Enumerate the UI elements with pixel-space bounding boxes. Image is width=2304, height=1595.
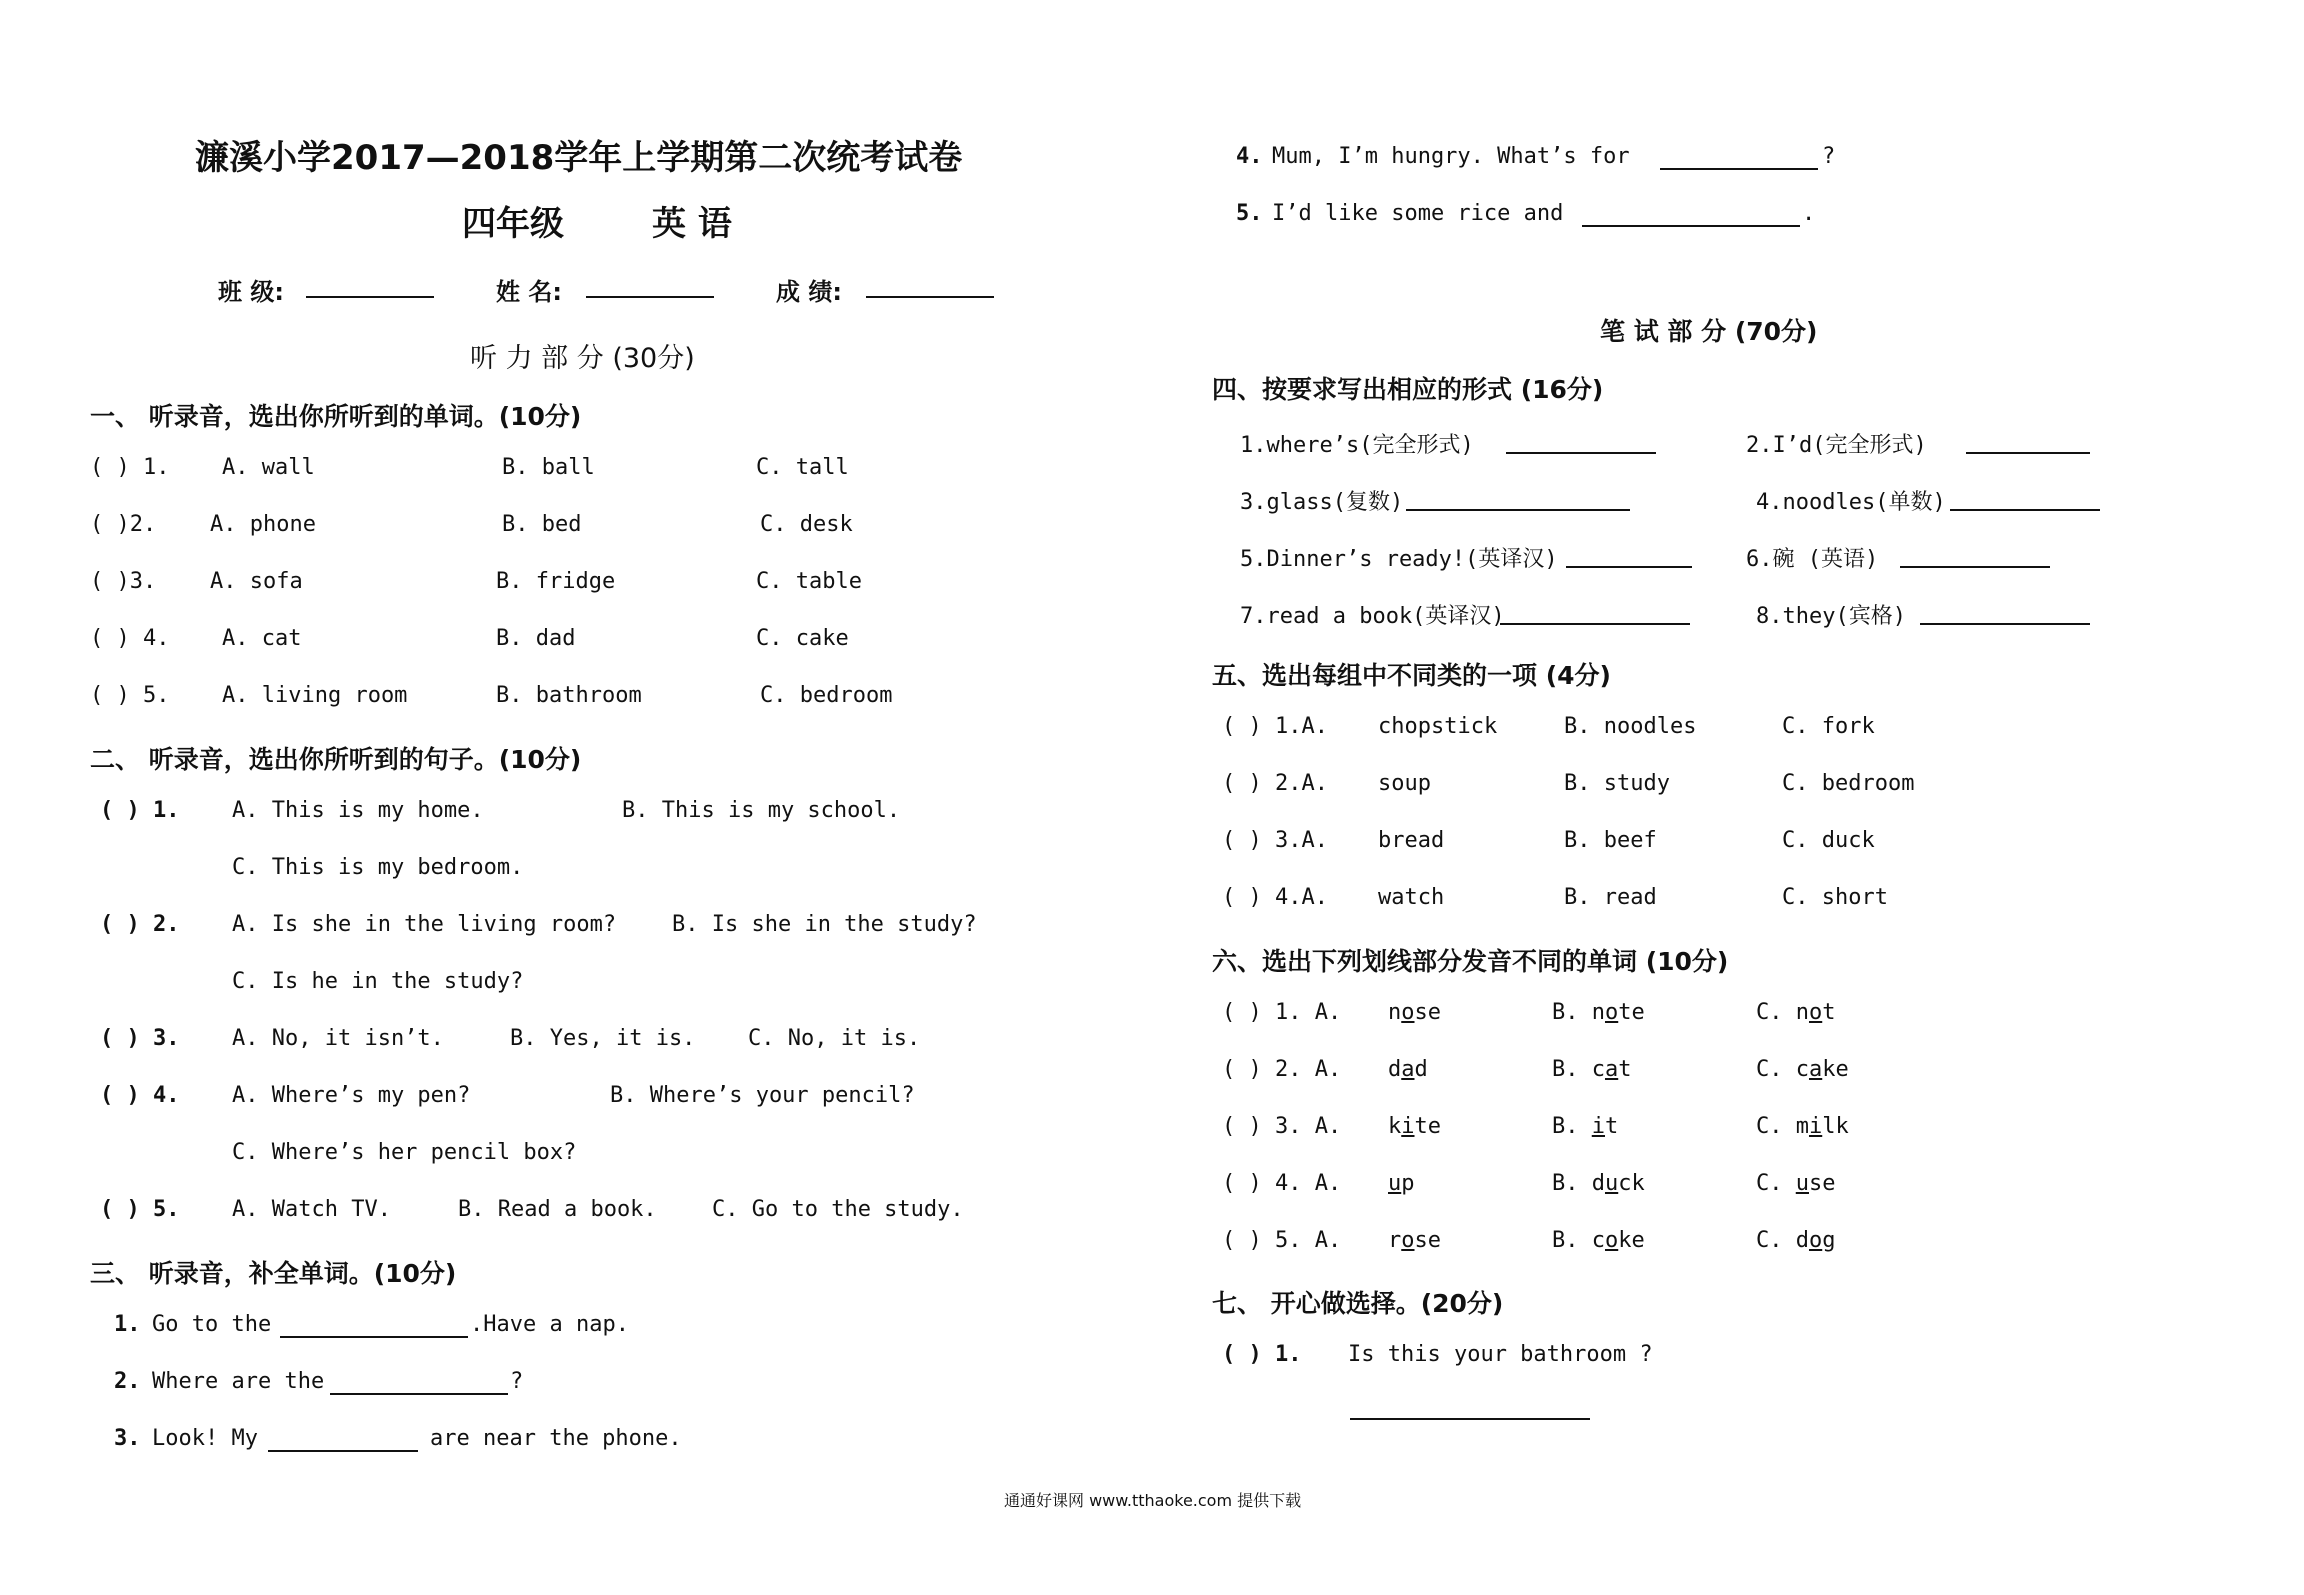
part7-heading: 七、 开心做选择。(20分): [1212, 1289, 1504, 1318]
option-c: C. duck: [1782, 828, 1875, 853]
option-c: C. use: [1756, 1171, 1836, 1196]
option-c: C. bedroom: [1782, 771, 1915, 796]
sentence-end: are near the phone.: [430, 1426, 682, 1451]
part4-item: 8.they(宾格): [1756, 604, 1906, 629]
answer-blank[interactable]: [268, 1432, 418, 1452]
option-b: B. ball: [502, 455, 595, 480]
option-b: B. This is my school.: [622, 798, 901, 823]
part4-item: 6.碗 (英语): [1746, 547, 1879, 572]
part3-item-num: 1.: [114, 1312, 141, 1337]
sentence-start: Mum, I’m hungry. What’s for: [1272, 144, 1630, 169]
part6-item-num: ( ) 3. A.: [1222, 1114, 1342, 1139]
answer-blank[interactable]: [1506, 436, 1656, 454]
part2-item-num: ( ) 2.: [100, 912, 180, 937]
answer-blank[interactable]: [1500, 607, 1690, 625]
part2-heading: 二、 听录音，选出你所听到的句子。(10分): [90, 745, 582, 774]
sentence-start: I’d like some rice and: [1272, 201, 1564, 226]
option-c: C. milk: [1756, 1114, 1849, 1139]
option-a: soup: [1378, 771, 1431, 796]
option-b: B. cat: [1552, 1057, 1632, 1082]
option-a: dad: [1388, 1057, 1428, 1082]
option-c: C. No, it is.: [748, 1026, 921, 1051]
listening-heading: 听 力 部 分 (30分): [470, 343, 695, 374]
grade-label: 四年级: [462, 204, 564, 244]
option-c: C. Is he in the study?: [232, 969, 524, 994]
footer-credit: 通通好课网 www.tthaoke.com 提供下载: [1004, 1491, 1302, 1510]
option-c: C. desk: [760, 512, 853, 537]
score-label: 成 绩:: [776, 278, 842, 306]
part5-item-num: ( ) 1.A.: [1222, 714, 1328, 739]
option-a: up: [1388, 1171, 1415, 1196]
sentence-start: Go to the: [152, 1312, 272, 1337]
option-a: A. Where’s my pen?: [232, 1083, 471, 1108]
part1-item-num: ( )3.: [90, 569, 157, 594]
part6-heading: 六、选出下列划线部分发音不同的单词 (10分): [1212, 947, 1729, 976]
option-c: C. This is my bedroom.: [232, 855, 524, 880]
option-b: B. Where’s your pencil?: [610, 1083, 915, 1108]
option-a: A. Is she in the living room?: [232, 912, 617, 937]
sentence-end: .: [1802, 201, 1816, 226]
option-b: B. Read a book.: [458, 1197, 657, 1222]
option-a: bread: [1378, 828, 1445, 853]
answer-blank[interactable]: [280, 1318, 468, 1338]
answer-blank[interactable]: [1920, 607, 2090, 625]
subject-label: 英 语: [652, 204, 732, 244]
part6-item-num: ( ) 5. A.: [1222, 1228, 1342, 1253]
option-c: C. dog: [1756, 1228, 1836, 1253]
option-c: C. tall: [756, 455, 849, 480]
question-text: Is this your bathroom ?: [1348, 1342, 1653, 1367]
name-label: 姓 名:: [496, 278, 562, 306]
answer-blank[interactable]: [1566, 550, 1692, 568]
part1-item-num: ( )2.: [90, 512, 157, 537]
sentence-end: ?: [1822, 144, 1836, 169]
part5-item-num: ( ) 2.A.: [1222, 771, 1328, 796]
part6-item-num: ( ) 2. A.: [1222, 1057, 1342, 1082]
part3-item-num: 3.: [114, 1426, 141, 1451]
name-field[interactable]: [586, 278, 714, 298]
option-a: A. wall: [222, 455, 315, 480]
option-b: B. bathroom: [496, 683, 642, 708]
part2-item-num: ( ) 1.: [100, 798, 180, 823]
part4-item: 7.read a book(英译汉): [1240, 604, 1505, 629]
part1-heading: 一、 听录音，选出你所听到的单词。(10分): [90, 402, 582, 431]
option-c: C. Where’s her pencil box?: [232, 1140, 577, 1165]
option-c: C. bedroom: [760, 683, 893, 708]
answer-blank[interactable]: [1950, 493, 2100, 511]
part4-heading: 四、按要求写出相应的形式 (16分): [1212, 375, 1604, 404]
option-b: B. study: [1564, 771, 1670, 796]
sentence-start: Look! My: [152, 1426, 258, 1451]
part5-heading: 五、选出每组中不同类的一项 (4分): [1212, 661, 1611, 690]
part4-item: 2.I’d(完全形式): [1746, 433, 1927, 458]
answer-line: [1350, 1408, 1590, 1420]
part4-item: 5.Dinner’s ready!(英译汉): [1240, 547, 1558, 572]
score-field[interactable]: [866, 278, 994, 298]
option-b: B. dad: [496, 626, 576, 651]
option-b: B. Is she in the study?: [672, 912, 977, 937]
option-c: C. short: [1782, 885, 1888, 910]
option-b: B. beef: [1564, 828, 1657, 853]
answer-blank[interactable]: [330, 1375, 508, 1395]
option-b: B. noodles: [1564, 714, 1697, 739]
part4-item: 4.noodles(单数): [1756, 490, 1946, 515]
option-a: chopstick: [1378, 714, 1498, 739]
option-b: B. fridge: [496, 569, 616, 594]
option-b: B. coke: [1552, 1228, 1645, 1253]
sentence-end: ?: [510, 1369, 524, 1394]
part7-item-num: ( ) 1.: [1222, 1342, 1302, 1367]
part3-heading: 三、 听录音，补全单词。(10分): [90, 1259, 457, 1288]
sentence-start: Where are the: [152, 1369, 325, 1394]
part4-item: 3.glass(复数): [1240, 490, 1404, 515]
part3-item-num: 4.: [1236, 144, 1263, 169]
option-a: A. Watch TV.: [232, 1197, 391, 1222]
sentence-end: .Have a nap.: [470, 1312, 629, 1337]
option-a: A. sofa: [210, 569, 303, 594]
answer-blank[interactable]: [1406, 493, 1630, 511]
part5-item-num: ( ) 4.A.: [1222, 885, 1328, 910]
answer-blank[interactable]: [1900, 550, 2050, 568]
part6-item-num: ( ) 1. A.: [1222, 1000, 1342, 1025]
option-b: B. bed: [502, 512, 582, 537]
part5-item-num: ( ) 3.A.: [1222, 828, 1328, 853]
option-b: B. note: [1552, 1000, 1645, 1025]
part4-item: 1.where’s(完全形式): [1240, 433, 1474, 458]
part2-item-num: ( ) 4.: [100, 1083, 180, 1108]
answer-blank[interactable]: [1966, 436, 2090, 454]
part6-item-num: ( ) 4. A.: [1222, 1171, 1342, 1196]
part1-item-num: ( ) 4.: [90, 626, 170, 651]
answer-blank[interactable]: [1660, 150, 1818, 170]
part3-item-num: 2.: [114, 1369, 141, 1394]
option-a: A. This is my home.: [232, 798, 484, 823]
option-c: C. cake: [1756, 1057, 1849, 1082]
option-a: watch: [1378, 885, 1445, 910]
option-a: kite: [1388, 1114, 1441, 1139]
option-c: C. not: [1756, 1000, 1836, 1025]
option-a: nose: [1388, 1000, 1441, 1025]
option-b: B. duck: [1552, 1171, 1645, 1196]
part3-item-num: 5.: [1236, 201, 1263, 226]
option-c: C. fork: [1782, 714, 1875, 739]
part1-item-num: ( ) 1.: [90, 455, 170, 480]
part2-item-num: ( ) 3.: [100, 1026, 180, 1051]
option-a: A. No, it isn’t.: [232, 1026, 444, 1051]
exam-title: 濂溪小学2017—2018学年上学期第二次统考试卷: [195, 138, 963, 178]
part1-item-num: ( ) 5.: [90, 683, 170, 708]
option-a: rose: [1388, 1228, 1441, 1253]
option-a: A. phone: [210, 512, 316, 537]
option-c: C. table: [756, 569, 862, 594]
answer-blank[interactable]: [1582, 207, 1800, 227]
option-b: B. read: [1564, 885, 1657, 910]
option-b: B. it: [1552, 1114, 1619, 1139]
option-c: C. Go to the study.: [712, 1197, 964, 1222]
option-c: C. cake: [756, 626, 849, 651]
class-field[interactable]: [306, 278, 434, 298]
option-a: A. living room: [222, 683, 408, 708]
part2-item-num: ( ) 5.: [100, 1197, 180, 1222]
class-label: 班 级:: [218, 278, 284, 306]
writing-heading: 笔 试 部 分 (70分): [1600, 317, 1818, 346]
option-b: B. Yes, it is.: [510, 1026, 696, 1051]
option-a: A. cat: [222, 626, 302, 651]
